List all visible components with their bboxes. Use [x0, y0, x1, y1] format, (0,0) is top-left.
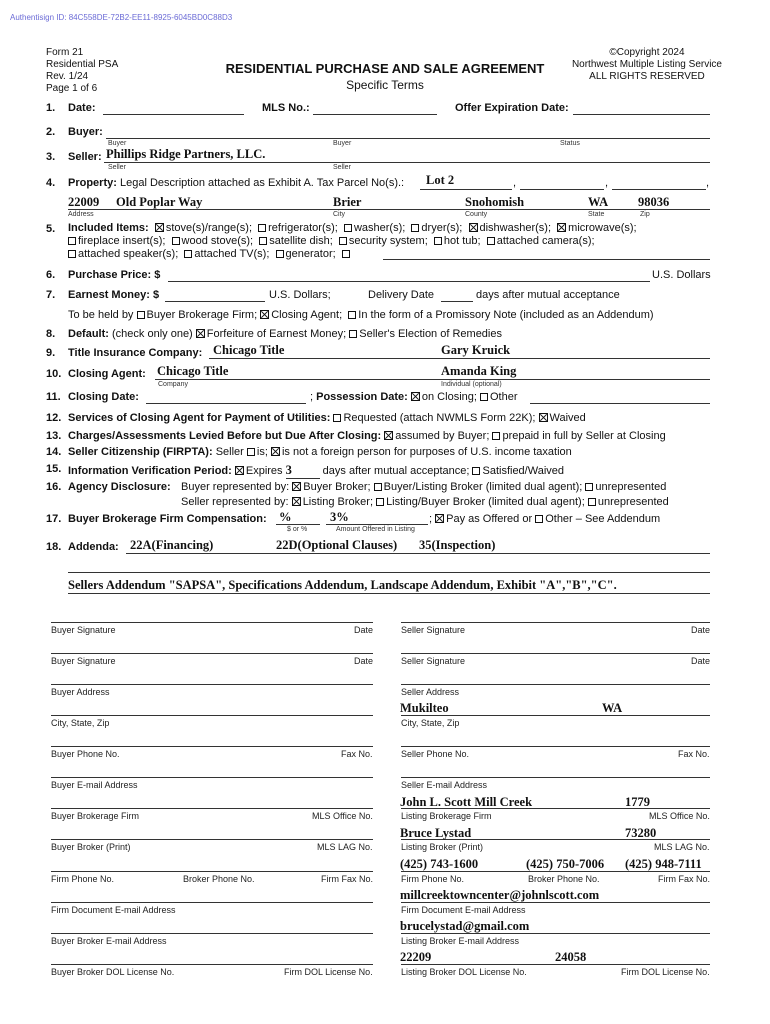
seller-caption: City, State, Zip [401, 718, 460, 728]
foreign-not-label: is not a foreign person for purposes of U.S. income taxation [281, 446, 572, 458]
dryer-checkbox[interactable] [411, 224, 419, 232]
buyer-sig-line[interactable] [51, 622, 373, 623]
utilities-waived-checkbox[interactable] [539, 413, 548, 422]
possession-label: Possession Date: [316, 391, 408, 403]
listing-broker-label: Listing Broker; [302, 496, 373, 508]
city-value[interactable]: Brier [333, 195, 362, 209]
row-num: 2. [46, 126, 56, 138]
buyer-caption: Date [354, 656, 374, 666]
buyer-label: Buyer: [68, 126, 103, 138]
foreign-is-checkbox[interactable] [247, 448, 255, 456]
city-caption: City [333, 211, 346, 218]
county-caption: County [465, 211, 488, 218]
fireplace-checkbox[interactable] [68, 237, 76, 245]
pay-offered-label: Pay as Offered or [446, 513, 533, 525]
listing-broker-checkbox[interactable] [292, 497, 301, 506]
price-label: Purchase Price: $ [68, 269, 161, 281]
stove-label: stove(s)/range(s); [165, 222, 253, 234]
hottub-checkbox[interactable] [434, 237, 442, 245]
seller-label: Seller: [68, 151, 102, 163]
seller-caption: Date [691, 625, 711, 635]
seller-city[interactable]: Mukilteo [400, 701, 449, 715]
buyer-agency-row [181, 481, 666, 493]
buyer-dual-checkbox[interactable] [374, 483, 382, 491]
dishwasher-checkbox[interactable] [469, 223, 478, 232]
firpta-label: Seller Citizenship (FIRPTA): [68, 446, 213, 458]
buyer-caption: Buyer [108, 140, 127, 147]
firm-phone[interactable]: (425) 743-1600 [400, 857, 479, 871]
seller-caption: Seller E-mail Address [401, 780, 488, 790]
row-num: 15. [46, 463, 62, 475]
zip-caption: Zip [640, 211, 650, 218]
row-num: 7. [46, 289, 56, 301]
title-person-value[interactable]: Gary Kruick [441, 343, 511, 357]
buyer-firm-label: Buyer Brokerage Firm; [146, 309, 258, 321]
state-value[interactable]: WA [588, 195, 609, 209]
row-num: 10. [46, 368, 62, 380]
seller-state[interactable]: WA [602, 701, 623, 715]
buyer-caption: Firm Phone No. [51, 874, 115, 884]
row-num: 8. [46, 328, 56, 340]
washer-label: washer(s); [353, 222, 406, 234]
title-co-line [209, 358, 710, 359]
title-co-value[interactable]: Chicago Title [213, 343, 285, 357]
buyer-represented-label: Buyer represented by: [181, 481, 290, 493]
closing-person-value[interactable]: Amanda King [441, 364, 517, 378]
seller-caption: Seller Signature [401, 625, 466, 635]
listing-firm[interactable]: John L. Scott Mill Creek [400, 795, 533, 809]
earnest-usd: U.S. Dollars; [269, 289, 331, 301]
address-number[interactable]: 22009 [68, 195, 100, 209]
assumed-checkbox[interactable] [384, 431, 393, 440]
zip-value[interactable]: 98036 [638, 195, 670, 209]
buyer-firm-checkbox[interactable] [137, 311, 145, 319]
row-num: 11. [46, 391, 61, 403]
buyer-caption: Buyer Signature [51, 656, 116, 666]
parcel-line-3[interactable] [612, 189, 706, 190]
pay-offered-checkbox[interactable] [435, 514, 444, 523]
buyer-caption: Buyer E-mail Address [51, 780, 138, 790]
default-row [68, 328, 502, 340]
agency-label: Agency Disclosure: [68, 481, 171, 493]
address-caption: Address [68, 211, 94, 218]
title-co-label: Title Insurance Company: [68, 347, 203, 359]
offer-exp-label: Offer Expiration Date: [455, 102, 569, 114]
seller-unrep-checkbox[interactable] [588, 498, 596, 506]
seller-caption: Seller [333, 164, 351, 171]
buyer-sig-line[interactable] [51, 902, 373, 903]
date-label: Date: [68, 102, 96, 114]
seller-caption: Fax No. [678, 749, 710, 759]
buyer-caption: MLS LAG No. [317, 842, 373, 852]
buyer-unrep-label: unrepresented [595, 481, 667, 493]
prepaid-checkbox[interactable] [492, 432, 500, 440]
verification-row [68, 463, 564, 479]
other-addendum-label: Other – See Addendum [545, 513, 661, 525]
row-num: 18. [46, 541, 62, 553]
seller-caption: Firm Phone No. [401, 874, 465, 884]
mls-label: MLS No.: [262, 102, 310, 114]
utilities-row [68, 412, 586, 424]
seller-caption: MLS LAG No. [654, 842, 710, 852]
foreign-not-checkbox[interactable] [271, 447, 280, 456]
comma: , [513, 177, 517, 189]
seller-unrep-label: unrepresented [597, 496, 669, 508]
row-num: 1. [46, 102, 56, 114]
seller-sig-line[interactable] [401, 622, 710, 623]
delivery-days-field[interactable] [441, 301, 473, 302]
seller-sig-line[interactable] [401, 777, 710, 778]
seller-caption: Firm Fax No. [658, 874, 711, 884]
seller-sig-line[interactable] [401, 684, 710, 685]
comma: , [605, 177, 609, 189]
foreign-is-label: is; [256, 446, 268, 458]
buyer-dual-label: Buyer/Listing Broker (limited dual agent); [383, 481, 583, 493]
listing-dual-checkbox[interactable] [376, 498, 384, 506]
remedies-label: Seller's Election of Remedies [359, 328, 502, 340]
closing-agent-label: Closing Agent: [68, 368, 146, 380]
compensation-unit-line [276, 524, 320, 525]
status-caption: Status [560, 140, 580, 147]
expires-label: Expires [245, 465, 283, 477]
prepaid-label: prepaid in full by Seller at Closing [502, 430, 666, 442]
row-num: 13. [46, 430, 62, 442]
included-label: Included Items: [68, 222, 149, 234]
security-checkbox[interactable] [339, 237, 347, 245]
camera-label: attached camera(s); [496, 235, 595, 247]
default-label: Default: [68, 328, 109, 340]
closing-company-value[interactable]: Chicago Title [157, 364, 229, 378]
refrigerator-checkbox[interactable] [258, 224, 266, 232]
assumed-label: assumed by Buyer; [395, 430, 490, 442]
buyer-caption: Buyer Broker DOL License No. [51, 967, 175, 977]
amount-caption: Amount Offered in Listing [336, 526, 415, 533]
buyer-sig-line[interactable] [51, 871, 373, 872]
listing-lag[interactable]: 73280 [625, 826, 657, 840]
seller-value[interactable]: Phillips Ridge Partners, LLC. [106, 147, 266, 161]
other-item-checkbox[interactable] [342, 250, 350, 258]
firpta-row [68, 446, 572, 458]
buyer-unrep-checkbox[interactable] [585, 483, 593, 491]
row-num: 9. [46, 347, 56, 359]
buyer-sig-line[interactable] [51, 715, 373, 716]
firm-dol[interactable]: 24058 [555, 950, 587, 964]
buyer-caption: Date [354, 625, 374, 635]
seller-caption: Seller Phone No. [401, 749, 470, 759]
satellite-label: satellite dish; [269, 235, 333, 247]
buyer-caption: Buyer Brokerage Firm [51, 811, 140, 821]
microwave-checkbox[interactable] [557, 223, 566, 232]
seller-caption: Seller Address [401, 687, 460, 697]
offer-exp-field[interactable] [573, 114, 710, 115]
buyer-caption: Buyer Signature [51, 625, 116, 635]
authentisign-id: Authentisign ID: 84C558DE-72B2-EE11-8925-6045BD0C88D3 [10, 13, 233, 22]
buyer-sig-line[interactable] [51, 964, 373, 965]
woodstove-label: wood stove(s); [181, 235, 254, 247]
buyer-caption: Buyer Phone No. [51, 749, 120, 759]
closing-agent-label: Closing Agent; [271, 309, 343, 321]
verification-days[interactable]: 3 [286, 463, 320, 479]
row-num: 4. [46, 177, 56, 189]
hottub-label: hot tub; [443, 235, 481, 247]
seller-caption: Firm Document E-mail Address [401, 905, 526, 915]
rights: ALL RIGHTS RESERVED [589, 71, 705, 82]
expires-checkbox[interactable] [235, 466, 244, 475]
listing-office[interactable]: 1779 [625, 795, 650, 809]
buyer-caption: Firm Document E-mail Address [51, 905, 176, 915]
county-value[interactable]: Snohomish [465, 195, 525, 209]
property-text: Legal Description attached as Exhibit A. Tax Parcel No(s).: [120, 177, 405, 189]
other-possession-field[interactable] [530, 403, 710, 404]
addendum-3[interactable]: 35(Inspection) [419, 538, 496, 552]
doc-title: RESIDENTIAL PURCHASE AND SALE AGREEMENT [225, 61, 545, 76]
included-items [68, 222, 637, 261]
address-line [68, 209, 710, 210]
addenda-line-2 [68, 572, 710, 573]
buyer-sig-line[interactable] [51, 808, 373, 809]
form-number: Form 21 [46, 47, 84, 58]
price-field[interactable] [168, 281, 650, 282]
earnest-field[interactable] [165, 301, 265, 302]
copyright-org: Northwest Multiple Listing Service [571, 59, 722, 70]
possession-row: ; Possession Date: on Closing; Other [310, 391, 518, 403]
seller-represented-label: Seller represented by: [181, 496, 289, 508]
closing-agent-line [155, 379, 710, 380]
price-tail: U.S. Dollars [652, 269, 711, 281]
listing-broker[interactable]: Bruce Lystad [400, 826, 472, 840]
seller-caption: Seller [108, 164, 126, 171]
company-caption: Company [158, 381, 188, 388]
charges-row [68, 430, 666, 442]
form-rev: Rev. 1/24 [46, 71, 89, 82]
buyer-sig-line[interactable] [51, 777, 373, 778]
other-possession-checkbox[interactable] [480, 393, 488, 401]
buyer-caption: Firm Fax No. [321, 874, 374, 884]
on-closing-label: on Closing; [421, 391, 477, 403]
addendum-1[interactable]: 22A(Financing) [130, 538, 214, 552]
addenda-label: Addenda: [68, 541, 119, 553]
buyer-caption: Buyer [333, 140, 352, 147]
page-number: Page 1 of 6 [46, 83, 98, 94]
row-num: 16. [46, 481, 62, 493]
unit-caption: $ or % [287, 526, 308, 533]
other-items-field[interactable] [383, 259, 710, 260]
on-closing-checkbox[interactable] [411, 392, 420, 401]
buyer-sig-line[interactable] [51, 684, 373, 685]
verification-text: days after mutual acceptance; [322, 465, 470, 477]
speaker-label: attached speaker(s); [78, 248, 179, 260]
seller-caption: MLS Office No. [649, 811, 710, 821]
addenda-line-1 [126, 553, 710, 554]
satisfied-label: Satisfied/Waived [482, 465, 565, 477]
washer-checkbox[interactable] [344, 224, 352, 232]
parcel-line-2[interactable] [520, 189, 604, 190]
closing-agent-checkbox[interactable] [260, 310, 269, 319]
woodstove-checkbox[interactable] [172, 237, 180, 245]
broker-phone[interactable]: (425) 750-7006 [526, 857, 605, 871]
buyer-field[interactable] [106, 138, 710, 139]
utilities-label: Services of Closing Agent for Payment of Utilities: [68, 412, 331, 424]
date-field[interactable] [103, 114, 244, 115]
seller-sig-line[interactable] [401, 653, 710, 654]
buyer-caption: Fax No. [341, 749, 373, 759]
buyer-caption: Firm DOL License No. [284, 967, 373, 977]
buyer-caption: Buyer Broker E-mail Address [51, 936, 167, 946]
held-by-label: To be held by [68, 309, 134, 321]
row-num: 14. [46, 446, 62, 458]
row-num: 17. [46, 513, 62, 525]
firpta-seller: Seller [215, 446, 244, 458]
buyer-sig-line[interactable] [51, 933, 373, 934]
dishwasher-label: dishwasher(s); [479, 222, 552, 234]
forfeiture-label: Forfeiture of Earnest Money; [206, 328, 347, 340]
listing-dual-label: Listing/Buyer Broker (limited dual agent); [386, 496, 585, 508]
forfeiture-checkbox[interactable] [196, 329, 205, 338]
addendum-2[interactable]: 22D(Optional Clauses) [276, 538, 398, 552]
seller-agency-row [181, 496, 669, 508]
satisfied-checkbox[interactable] [472, 467, 480, 475]
row-num: 5. [46, 223, 56, 235]
seller-caption: Listing Broker DOL License No. [401, 967, 527, 977]
form-type: Residential PSA [46, 59, 119, 70]
closing-date-label: Closing Date: [68, 391, 139, 403]
addenda-line-3 [68, 593, 710, 594]
delivery-label: Delivery Date [368, 289, 435, 301]
address-street[interactable]: Old Poplar Way [116, 195, 203, 209]
individual-caption: Individual (optional) [441, 381, 502, 388]
seller-caption: Seller Signature [401, 656, 466, 666]
default-text: (check only one) [112, 328, 193, 340]
buyer-sig-line[interactable] [51, 653, 373, 654]
row-num: 6. [46, 269, 56, 281]
copyright: ©Copyright 2024 [609, 47, 685, 58]
compensation-amount[interactable]: 3% [330, 510, 349, 524]
addenda-extra[interactable]: Sellers Addendum "SAPSA", Specifications Addendum, Landscape Addendum, Exhibit "A","B","C". [68, 578, 617, 592]
promissory-checkbox[interactable] [348, 311, 356, 319]
utilities-requested-checkbox[interactable] [333, 414, 341, 422]
seller-caption: Listing Brokerage Firm [401, 811, 492, 821]
seller-caption: Listing Broker (Print) [401, 842, 484, 852]
seller-sig-line[interactable] [401, 746, 710, 747]
buyer-broker-checkbox[interactable] [292, 482, 301, 491]
compensation-amount-line [326, 524, 428, 525]
security-label: security system; [348, 235, 428, 247]
generator-label: generator; [285, 248, 336, 260]
copyright-block [572, 47, 722, 83]
utilities-waived-label: Waived [549, 412, 586, 424]
firm-email[interactable]: millcreektowncenter@johnlscott.com [400, 888, 600, 902]
dryer-label: dryer(s); [421, 222, 463, 234]
generator-checkbox[interactable] [276, 250, 284, 258]
closing-date-field[interactable] [146, 403, 306, 404]
stove-checkbox[interactable] [155, 223, 164, 232]
other-addendum-checkbox[interactable] [535, 515, 543, 523]
row-num: 12. [46, 412, 62, 424]
firm-fax[interactable]: (425) 948-7111 [625, 857, 702, 871]
fireplace-label: fireplace insert(s); [78, 235, 166, 247]
compensation-label: Buyer Brokerage Firm Compensation: [68, 513, 267, 525]
buyer-caption: Buyer Broker (Print) [51, 842, 131, 852]
compensation-unit[interactable]: % [279, 510, 292, 524]
remedies-checkbox[interactable] [349, 330, 357, 338]
tv-label: attached TV(s); [194, 248, 270, 260]
property-label: Property: [68, 177, 117, 189]
utilities-requested-label: Requested (attach NWMLS Form 22K); [343, 412, 536, 424]
seller-caption: Firm DOL License No. [621, 967, 710, 977]
buyer-caption: Broker Phone No. [183, 874, 255, 884]
seller-caption: Listing Broker E-mail Address [401, 936, 520, 946]
speaker-checkbox[interactable] [68, 250, 76, 258]
parcel-value[interactable]: Lot 2 [426, 173, 455, 187]
camera-checkbox[interactable] [487, 237, 495, 245]
buyer-sig-line[interactable] [51, 746, 373, 747]
compensation-options [429, 513, 660, 525]
verification-label: Information Verification Period: [68, 465, 232, 477]
buyer-caption: City, State, Zip [51, 718, 110, 728]
doc-subtitle: Specific Terms [346, 78, 424, 92]
seller-field [104, 162, 710, 163]
comma: , [706, 177, 710, 189]
seller-caption: Date [691, 656, 711, 666]
earnest-holder [68, 309, 654, 321]
state-caption: State [588, 211, 605, 218]
row-num: 3. [46, 151, 56, 163]
charges-label: Charges/Assessments Levied Before but Due After Closing: [68, 430, 382, 442]
mls-field[interactable] [313, 114, 437, 115]
buyer-sig-line[interactable] [51, 839, 373, 840]
broker-dol[interactable]: 22209 [400, 950, 432, 964]
buyer-broker-label: Buyer Broker; [303, 481, 371, 493]
microwave-label: microwave(s); [568, 222, 637, 234]
semicolon: ; [429, 513, 433, 525]
other-possession-label: Other [490, 391, 518, 403]
promissory-label: In the form of a Promissory Note (included as an Addendum) [358, 309, 654, 321]
broker-email[interactable]: brucelystad@gmail.com [400, 919, 530, 933]
buyer-caption: Buyer Address [51, 687, 110, 697]
earnest-label: Earnest Money: $ [68, 289, 160, 301]
seller-caption: Broker Phone No. [528, 874, 600, 884]
delivery-days-text: days after mutual acceptance [476, 289, 620, 301]
tv-checkbox[interactable] [184, 250, 192, 258]
buyer-caption: MLS Office No. [312, 811, 373, 821]
parcel-line-1 [420, 189, 512, 190]
refrigerator-label: refrigerator(s); [268, 222, 338, 234]
satellite-checkbox[interactable] [259, 237, 267, 245]
